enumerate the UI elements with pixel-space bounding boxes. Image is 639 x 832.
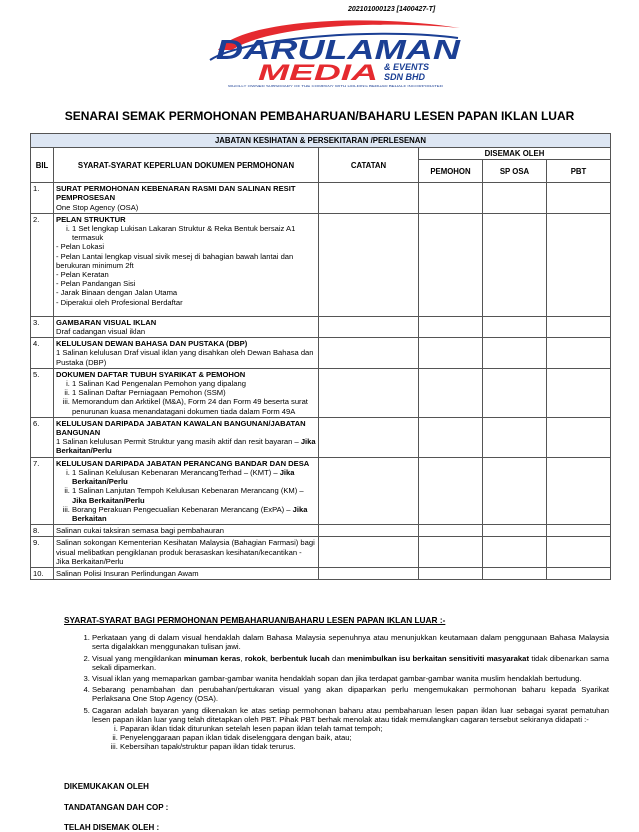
list-item-text: 1 Salinan Lanjutan Tempoh Kelulusan Kebenaran Merancang (KM) – <box>72 486 304 496</box>
list-item: i. 1 Salinan Kad Pengenalan Pemohon yang dipalang <box>72 379 316 388</box>
col-pemohon: PEMOHON <box>419 160 483 183</box>
sposa-check-cell[interactable] <box>483 525 547 537</box>
logo-suffix1: & EVENTS <box>384 62 430 72</box>
row-requirement: Salinan Polisi Insuran Perlindungan Awam <box>54 567 319 579</box>
row-requirement: Salinan cukai taksiran semasa bagi pembahauran <box>54 525 319 537</box>
col-sp-osa: SP OSA <box>483 160 547 183</box>
pemohon-check-cell[interactable] <box>419 213 483 316</box>
row-number: 1. <box>31 183 54 214</box>
col-bil: BIL <box>31 148 54 183</box>
table-row <box>31 368 611 417</box>
row-text: 1 Salinan kelulusan Draf visual iklan yang disahkan oleh Dewan Bahasa dan Pustaka (DBP) <box>56 348 314 367</box>
logo-line1: DARULAMAN <box>216 34 462 65</box>
pbt-check-cell[interactable] <box>547 417 611 457</box>
catatan-cell[interactable] <box>319 417 419 457</box>
row-requirement: Salinan sokongan Kementerian Kesihatan Malaysia (Bahagian Farmasi) bagi visual melibatkan pengiklanan produk berasaskan kesihatan/kecantikan - Jika Berkaitan/Perlu <box>54 537 319 568</box>
sub-condition-item: i. Paparan iklan tidak diturunkan setelah lesen papan iklan telah tamat tempoh; <box>120 724 609 733</box>
row-text: One Stop Agency (OSA) <box>56 202 139 212</box>
pbt-check-cell[interactable] <box>547 525 611 537</box>
row-number: 8. <box>31 525 54 537</box>
pbt-check-cell[interactable] <box>547 316 611 337</box>
row-number: 10. <box>31 567 54 579</box>
row-requirement <box>54 457 319 524</box>
condition-text: Cagaran adalah bayaran yang dikenakan ke atas setiap permohonan baharu atau pembaharuan lesen papan iklan luar sebagai syarat pematuhan lesen papan iklan luar yang telah ditetapkan oleh PBT. Pihak PBT berhak menolak atau tidak memulangkan cagaran tersebut sekiranya didapati :- <box>92 705 609 724</box>
row-number: 9. <box>31 537 54 568</box>
row-requirement <box>54 417 319 457</box>
document-title: SENARAI SEMAK PERMOHONAN PEMBAHARUAN/BAHARU LESEN PAPAN IKLAN LUAR <box>64 109 575 123</box>
pemohon-check-cell[interactable] <box>419 457 483 524</box>
list-item: - Pelan Lantai lengkap visual sivik mesej di bahagian bawah lantai dan berukuran minimum 2ft <box>56 251 294 270</box>
pemohon-check-cell[interactable] <box>419 567 483 579</box>
col-requirements: SYARAT-SYARAT KEPERLUAN DOKUMEN PERMOHONAN <box>54 148 319 183</box>
row-list <box>56 224 316 242</box>
list-item-bold: Jika Berkaitan/Perlu <box>72 467 295 487</box>
pbt-check-cell[interactable] <box>547 213 611 316</box>
table-row <box>31 567 611 579</box>
condition-bold: menimbulkan isu berkaitan sensitiviti masyarakat <box>347 653 530 663</box>
condition-text: Visual yang mengiklankan <box>92 653 184 663</box>
sposa-check-cell[interactable] <box>483 316 547 337</box>
row-title: PELAN STRUKTUR <box>56 214 126 224</box>
list-item-text: Borang Perakuan Pengecualian Kebenaran Merancang (ExPA) – <box>72 504 293 514</box>
pemohon-check-cell[interactable] <box>419 338 483 369</box>
list-item: ii. 1 Salinan Daftar Perniagaan Pemohon (SSM) <box>72 388 316 397</box>
pemohon-check-cell[interactable] <box>419 183 483 214</box>
registration-number: 202101000123 [1400427-T] <box>348 6 436 13</box>
row-title: SURAT PERMOHONAN KEBENARAN RASMI DAN SALINAN RESIT PEMPROSESAN <box>56 184 296 203</box>
row-title: KELULUSAN DARIPADA JABATAN KAWALAN BANGUNAN/JABATAN BANGUNAN <box>56 418 306 438</box>
condition-item: 3. Visual iklan yang memaparkan gambar-gambar wanita hendaklah sopan dan jika terdapat gambar-gambar wanita muslim hendaklah bertudung. <box>92 674 609 683</box>
pbt-check-cell[interactable] <box>547 537 611 568</box>
conditions-section <box>64 616 609 754</box>
list-item: - Pelan Lokasi <box>56 242 105 252</box>
row-number: 5. <box>31 368 54 417</box>
row-number: 7. <box>31 457 54 524</box>
list-item-bold: Jika Berkaitan <box>72 504 308 523</box>
pemohon-check-cell[interactable] <box>419 316 483 337</box>
pbt-check-cell[interactable] <box>547 457 611 524</box>
condition-bold: minuman keras <box>183 653 241 663</box>
pemohon-check-cell[interactable] <box>419 537 483 568</box>
row-requirement <box>54 183 319 214</box>
row-number: 3. <box>31 316 54 337</box>
header-row <box>31 148 611 160</box>
signature-stamp-label: TANDATANGAN DAH COP : <box>64 803 169 812</box>
list-item <box>72 505 316 523</box>
catatan-cell[interactable] <box>319 316 419 337</box>
list-item: - Pelan Keratan <box>56 270 109 280</box>
sposa-check-cell[interactable] <box>483 567 547 579</box>
catatan-cell[interactable] <box>319 338 419 369</box>
condition-text: , <box>240 653 245 663</box>
checked-by-label: TELAH DISEMAK OLEH : <box>64 823 160 832</box>
list-item: i. 1 Set lengkap Lukisan Lakaran Struktur & Reka Bentuk bersaiz A1 termasuk <box>72 224 316 242</box>
sposa-check-cell[interactable] <box>483 417 547 457</box>
list-item: - Pelan Pandangan Sisi <box>56 279 136 289</box>
list-item-text: 1 Salinan Kelulusan Kebenaran MerancangTerhad – (KMT) – <box>72 467 280 477</box>
conditions-heading: SYARAT-SYARAT BAGI PERMOHONAN PEMBAHARUAN/BAHARU LESEN PAPAN IKLAN LUAR :- <box>64 615 446 625</box>
sposa-check-cell[interactable] <box>483 213 547 316</box>
row-list <box>56 468 316 523</box>
pemohon-check-cell[interactable] <box>419 417 483 457</box>
row-title: KELULUSAN DEWAN BAHASA DAN PUSTAKA (DBP) <box>56 339 248 349</box>
sposa-check-cell[interactable] <box>483 183 547 214</box>
col-pbt: PBT <box>547 160 611 183</box>
row-text-plain: 1 Salinan kelulusan Permit Struktur yang masih aktif dan resit bayaran – <box>56 437 301 447</box>
list-item-bold: Jika Berkaitan/Perlu <box>72 495 145 505</box>
catatan-cell[interactable] <box>319 183 419 214</box>
condition-bold: berbentuk lucah <box>270 653 330 663</box>
company-logo <box>208 16 463 88</box>
pbt-check-cell[interactable] <box>547 567 611 579</box>
catatan-cell[interactable] <box>319 213 419 316</box>
catatan-cell[interactable] <box>319 368 419 417</box>
row-number: 4. <box>31 338 54 369</box>
col-disemak: DISEMAK OLEH <box>419 148 611 160</box>
list-item <box>72 486 316 504</box>
checklist-table <box>30 133 611 580</box>
pemohon-check-cell[interactable] <box>419 525 483 537</box>
department-row <box>31 134 611 148</box>
table-row <box>31 417 611 457</box>
sposa-check-cell[interactable] <box>483 338 547 369</box>
conditions-list <box>64 633 609 751</box>
row-text <box>56 437 316 455</box>
condition-bold: rokok <box>244 653 266 663</box>
pbt-check-cell[interactable] <box>547 368 611 417</box>
table-row <box>31 338 611 369</box>
row-number: 2. <box>31 213 54 316</box>
condition-item <box>92 654 609 672</box>
sposa-check-cell[interactable] <box>483 368 547 417</box>
row-text-bold: Jika Berkaitan/Perlu <box>56 437 316 456</box>
row-list <box>56 379 316 416</box>
sub-condition-item: ii. Penyelenggaraan papan iklan tidak diselenggara dengan baik, atau; <box>120 733 609 742</box>
catatan-cell[interactable] <box>319 567 419 579</box>
condition-text: dan <box>329 653 348 663</box>
row-requirement <box>54 213 319 316</box>
condition-item <box>92 706 609 752</box>
row-requirement <box>54 368 319 417</box>
table-row <box>31 525 611 537</box>
table-row <box>31 316 611 337</box>
list-item: - Jarak Binaan dengan Jalan Utama <box>56 288 178 298</box>
table-row <box>31 183 611 214</box>
sposa-check-cell[interactable] <box>483 457 547 524</box>
department-header: JABATAN KESIHATAN & PERSEKITARAN /PERLESENAN <box>31 134 611 148</box>
row-title: GAMBARAN VISUAL IKLAN <box>56 317 157 327</box>
pbt-check-cell[interactable] <box>547 338 611 369</box>
list-item: - Diperakui oleh Profesional Berdaftar <box>56 297 183 307</box>
row-title: KELULUSAN DARIPADA JABATAN PERANCANG BANDAR DAN DESA <box>56 458 310 468</box>
pemohon-check-cell[interactable] <box>419 368 483 417</box>
row-number: 6. <box>31 417 54 457</box>
logo-line2: MEDIA <box>258 60 378 85</box>
condition-item: 4. Sebarang penambahan dan perubahan/pertukaran visual yang akan dipaparkan perlu mengemukakan permohonan baharu kepada Syarikat Perlaksana One Stop Agency (OSA). <box>92 685 609 703</box>
pbt-check-cell[interactable] <box>547 183 611 214</box>
table-row <box>31 537 611 568</box>
submitted-by-label: DIKEMUKAKAN OLEH <box>64 782 149 791</box>
sub-conditions-list <box>92 724 609 752</box>
catatan-cell[interactable] <box>319 537 419 568</box>
row-requirement <box>54 338 319 369</box>
row-requirement <box>54 316 319 337</box>
catatan-cell[interactable] <box>319 525 419 537</box>
table-row <box>31 457 611 524</box>
sub-condition-item: iii. Kebersihan tapak/struktur papan iklan tidak terurus. <box>120 742 609 751</box>
row-title: DOKUMEN DAFTAR TUBUH SYARIKAT & PEMOHON <box>56 369 246 379</box>
condition-text: tidak dibenarkan sama sekali dipamerkan. <box>92 653 609 672</box>
col-catatan: CATATAN <box>319 148 419 183</box>
table-row <box>31 213 611 316</box>
condition-text: , <box>265 653 271 663</box>
logo-suffix2: SDN BHD <box>384 72 426 82</box>
row-text: Draf cadangan visual iklan <box>56 327 146 337</box>
list-item: iii. Memorandum dan Arktikel (M&A), Form 24 dan Form 49 beserta surat penurunan kuasa menandatagani dokumen tiada dalam Form 49A <box>72 397 316 415</box>
list-item <box>72 468 316 486</box>
logo-tagline: WHOLLY OWNED SUBSIDIARY OF THE COMPANY WITH HOLDING BERHAD BEHALF INCORPORATED <box>228 85 354 88</box>
sposa-check-cell[interactable] <box>483 537 547 568</box>
condition-item: 1. Perkataan yang di dalam visual hendaklah dalam Bahasa Malaysia sepenuhnya atau menunjukkan keutamaan dalam penggunaan Bahasa Malaysia serta digalakkan menggunakan tulisan jawi. <box>92 633 609 651</box>
catatan-cell[interactable] <box>319 457 419 524</box>
